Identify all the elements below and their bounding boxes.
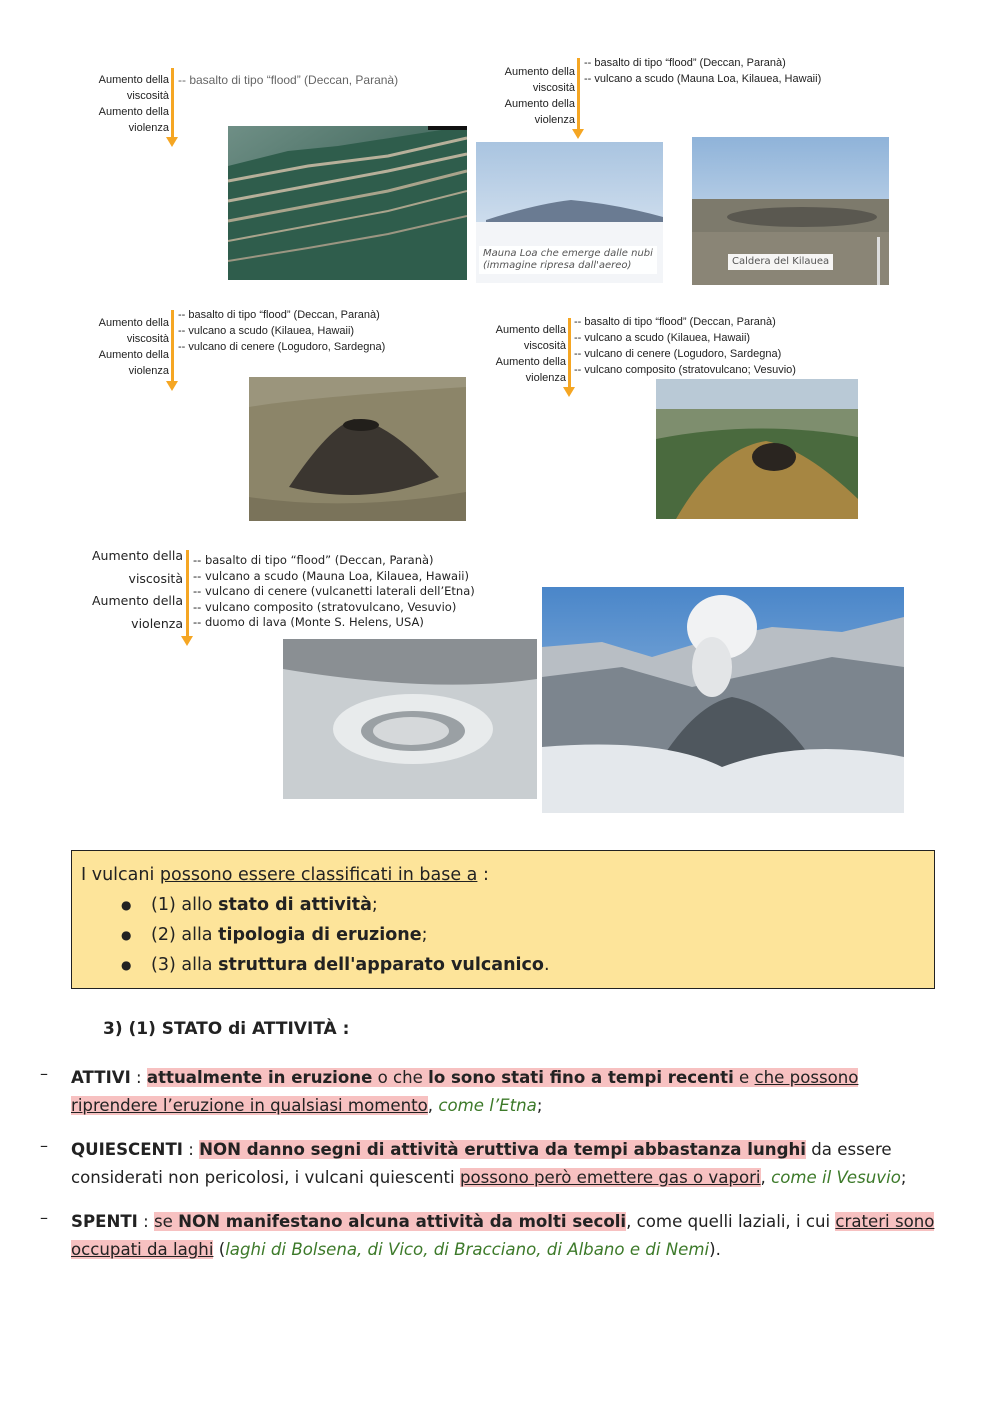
side-label: violenza: [525, 372, 566, 384]
list-item: -- basalto di tipo “flood” (Deccan, Paranà): [193, 553, 434, 567]
side-label: Aumento della: [495, 356, 566, 368]
dash-bullet: –: [40, 1064, 48, 1083]
side-label: viscosità: [532, 82, 575, 94]
diagram2-side-labels: [486, 64, 575, 128]
list-item: -- vulcano composito (stratovulcano; Vesuvio): [574, 364, 796, 376]
spenti-highlight: [154, 1212, 626, 1231]
side-label: violenza: [534, 114, 575, 126]
example-text: come il Vesuvio: [771, 1168, 901, 1187]
item-pre: (3) alla: [151, 955, 219, 975]
list-item: -- vulcano a scudo (Mauna Loa, Kilauea, Hawaii): [193, 568, 469, 583]
side-label: violenza: [128, 122, 169, 134]
text: ,: [760, 1168, 772, 1187]
text: ,: [427, 1096, 439, 1115]
side-label: viscosità: [523, 340, 566, 352]
underlined-text: crateri sono occupati da laghi: [71, 1212, 935, 1259]
list-item: [151, 890, 925, 920]
side-label: viscosità: [126, 333, 169, 345]
bold-text: NON danno segni di attività eruttiva da tempi abbastanza lunghi: [199, 1140, 806, 1159]
diagram4-side-labels: [477, 322, 566, 386]
diagram4-list: [574, 314, 796, 378]
item-pre: (2) alla: [151, 925, 219, 945]
side-label: viscosità: [128, 570, 183, 586]
side-label: Aumento della: [495, 324, 566, 336]
intro-end: :: [477, 865, 489, 885]
quiescenti-label: QUIESCENTI: [71, 1140, 183, 1159]
down-arrow-icon: [186, 550, 189, 637]
item-post: .: [543, 955, 550, 975]
diagram2-list: [584, 55, 821, 87]
diagram1-side-labels: [80, 72, 169, 136]
item-bold: struttura dell'apparato vulcanico: [218, 955, 544, 975]
side-label: viscosità: [126, 90, 169, 102]
list-item: -- vulcano di cenere (vulcanetti laterali dell’Etna): [193, 584, 475, 599]
underlined-text: che possono riprendere l’eruzione in qualsiasi momento: [71, 1068, 859, 1115]
list-item: -- vulcano a scudo (Kilauea, Hawaii): [178, 325, 355, 337]
list-item: -- basalto di tipo “flood” (Deccan, Paranà): [178, 73, 399, 87]
example-text: laghi di Bolsena, di Vico, di Bracciano, di Albano e di Nemi: [225, 1240, 710, 1259]
flood-basalt-photo: [228, 126, 467, 280]
diagram3-list: [178, 307, 385, 355]
spenti-label: SPENTI: [71, 1212, 138, 1231]
list-item: [151, 920, 925, 950]
text: ;: [536, 1096, 543, 1115]
list-item: -- vulcano composito (stratovulcano, Vesuvio): [193, 599, 457, 614]
example-text: come l’Etna: [438, 1096, 537, 1115]
down-arrow-icon: [171, 68, 174, 138]
text: ).: [709, 1240, 721, 1259]
text: (: [213, 1240, 226, 1259]
list-item: -- vulcano a scudo (Kilauea, Hawaii): [574, 332, 751, 344]
side-label: violenza: [128, 365, 169, 377]
side-label: Aumento della: [504, 98, 575, 110]
bold-text: attualmente in eruzione: [146, 1068, 373, 1087]
down-arrow-icon: [171, 310, 174, 382]
bold-text: lo sono stati fino a tempi recenti: [428, 1068, 734, 1087]
quiescenti-highlight: [199, 1140, 806, 1159]
quiescenti-paragraph: [71, 1136, 941, 1192]
section-heading: 3) (1) STATO di ATTIVITÀ :: [103, 1019, 350, 1039]
classification-intro: [81, 860, 925, 890]
text: o che: [372, 1068, 429, 1087]
attivi-paragraph: [71, 1064, 941, 1120]
item-bold: stato di attività: [218, 895, 372, 915]
item-post: ;: [371, 895, 378, 915]
list-item: -- vulcano a scudo (Mauna Loa, Kilauea, Hawaii): [584, 73, 822, 85]
diagram1-list: [178, 72, 398, 88]
side-label: violenza: [131, 615, 183, 631]
side-label: Aumento della: [98, 106, 169, 118]
list-item: -- basalto di tipo “flood” (Deccan, Paranà): [178, 309, 380, 321]
down-arrow-icon: [568, 318, 571, 388]
classification-list: [81, 890, 925, 980]
text: e: [733, 1068, 755, 1087]
spenti-paragraph: [71, 1208, 941, 1264]
caption-line: Caldera del Kilauea: [732, 256, 830, 267]
down-arrow-icon: [577, 58, 580, 130]
item-bold: tipologia di eruzione: [218, 925, 422, 945]
item-post: ;: [421, 925, 428, 945]
quiescenti-highlight-2: [460, 1168, 761, 1187]
diagram5-list: [193, 553, 475, 631]
cinder-cone-photo: [249, 377, 466, 521]
side-label: Aumento della: [91, 548, 183, 563]
classification-box: [71, 850, 935, 989]
item-pre: (1) allo: [151, 895, 219, 915]
intro-underlined: possono essere classificati in base a: [159, 865, 478, 885]
attivi-label: ATTIVI: [71, 1068, 131, 1087]
mount-st-helens-photo: [542, 587, 904, 813]
text: , come quelli laziali, i cui: [626, 1212, 836, 1231]
list-item: -- vulcano di cenere (Logudoro, Sardegna): [574, 348, 782, 360]
text: ;: [900, 1168, 907, 1187]
list-item: -- vulcano di cenere (Logudoro, Sardegna): [178, 341, 386, 353]
vesuvius-photo: [656, 379, 858, 519]
list-item: -- duomo di lava (Monte S. Helens, USA): [193, 615, 424, 630]
dash-bullet: –: [40, 1208, 48, 1227]
sep: :: [137, 1212, 154, 1231]
list-item: -- basalto di tipo “flood” (Deccan, Paranà): [574, 316, 776, 328]
lava-dome-photo: [283, 639, 537, 799]
side-label: Aumento della: [98, 74, 169, 86]
side-label: Aumento della: [98, 317, 169, 329]
side-label: Aumento della: [91, 593, 183, 608]
list-item: -- basalto di tipo “flood” (Deccan, Paranà): [584, 57, 786, 69]
intro-text: I vulcani: [81, 865, 160, 885]
underlined-text: possono però emettere gas o vapori: [459, 1168, 761, 1187]
side-label: Aumento della: [504, 66, 575, 78]
diagram5-side-labels: [80, 545, 183, 635]
text: da essere considerati non pericolosi, i vulcani quiescenti: [71, 1140, 892, 1187]
caption-line: Mauna Loa che emerge dalle nubi: [483, 248, 653, 259]
sep: :: [182, 1140, 200, 1159]
sep: :: [130, 1068, 147, 1087]
bold-text: NON manifestano alcuna attività da molti secoli: [178, 1212, 627, 1231]
caption-line: (immagine ripresa dall'aereo): [483, 260, 632, 271]
list-item: [151, 950, 925, 980]
text: se: [153, 1212, 179, 1231]
mauna-loa-caption: [479, 246, 657, 274]
kilauea-caption: [728, 254, 833, 270]
dash-bullet: –: [40, 1136, 48, 1155]
diagram3-side-labels: [80, 315, 169, 379]
side-label: Aumento della: [98, 349, 169, 361]
